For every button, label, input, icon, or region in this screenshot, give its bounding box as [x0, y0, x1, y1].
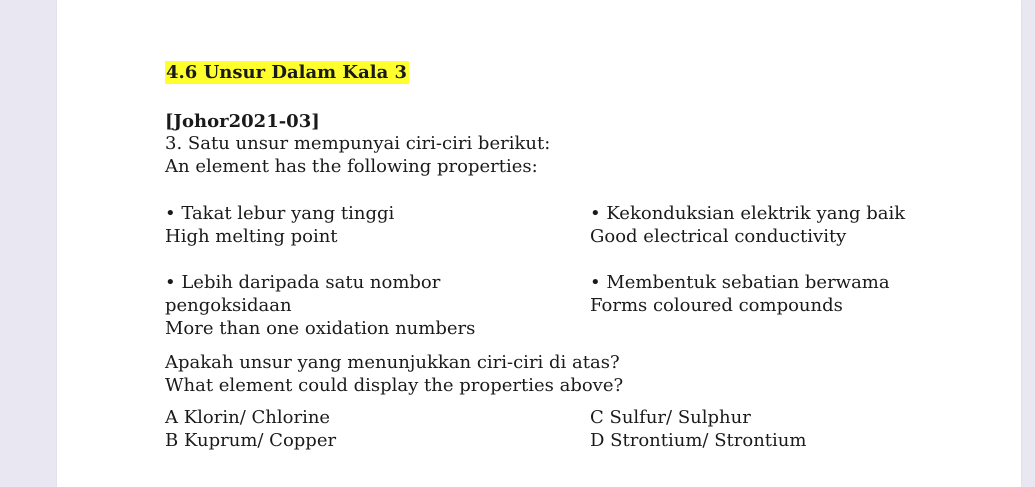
- property-1-english: High melting point: [165, 226, 338, 247]
- prompt-english: What element could display the properties above?: [165, 375, 624, 396]
- option-d: D Strontium/ Strontium: [590, 430, 807, 451]
- prompt-malay: Apakah unsur yang menunjukkan ciri-ciri di atas?: [165, 352, 620, 373]
- property-1: [165, 202, 394, 248]
- question-stem-english: An element has the following properties:: [165, 156, 538, 177]
- property-4-english: Forms coloured compounds: [590, 295, 843, 316]
- property-3-malay-line1: • Lebih daripada satu nombor: [165, 272, 441, 293]
- property-1-malay: • Takat lebur yang tinggi: [165, 203, 395, 224]
- question-code: [Johor2021-03]: [165, 111, 320, 132]
- property-2-malay: • Kekonduksian elektrik yang baik: [590, 203, 906, 224]
- option-c: C Sulfur/ Sulphur: [590, 407, 751, 428]
- property-3-malay-line2: pengoksidaan: [165, 295, 292, 316]
- document-page: [57, 0, 1021, 487]
- property-4-malay: • Membentuk sebatian berwama: [590, 272, 890, 293]
- option-b: B Kuprum/ Copper: [165, 430, 337, 451]
- property-4: [590, 271, 890, 317]
- property-3-english: More than one oxidation numbers: [165, 318, 476, 339]
- property-2-english: Good electrical conductivity: [590, 226, 847, 247]
- property-2: [590, 202, 905, 248]
- property-3: [165, 271, 475, 340]
- section-heading: 4.6 Unsur Dalam Kala 3: [166, 62, 408, 83]
- question-stem-malay: 3. Satu unsur mempunyai ciri-ciri berikut:: [165, 133, 551, 154]
- option-a: A Klorin/ Chlorine: [165, 407, 331, 428]
